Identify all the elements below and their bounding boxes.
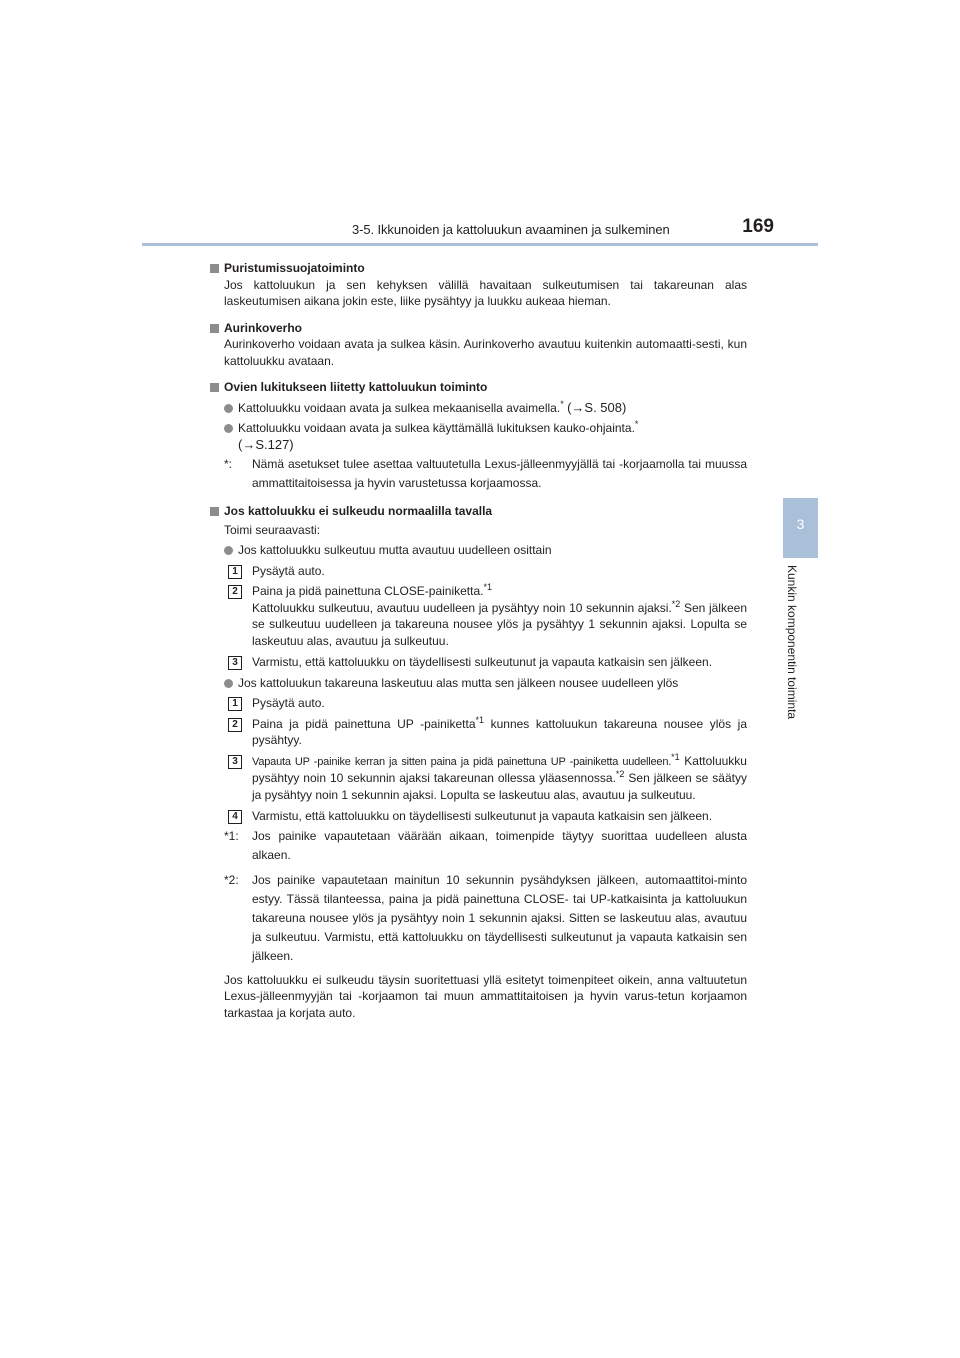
- footnote-text: Jos painike vapautetaan mainitun 10 sekunnin pysähdyksen jälkeen, automaattitoi-minto estyy. Tässä tilanteessa, paina ja pidä painettuna CLOSE- tai UP-katkaisinta ja kattoluukun takareuna nousee ylös ja pysähtyy noin 1 sekunnin ajaksi. Sitten se laskeutuu alas, avautuu ja sulkeutuu. Varmistu, että kattoluukku on täydellisesti sulkeutunut ja vapauta katkaisin sen jälkeen.: [252, 872, 747, 963]
- step-text: Paina ja pidä painettuna UP -painiketta: [252, 716, 476, 731]
- footnote-mark: *1:: [224, 828, 239, 843]
- footnote-ref: *1: [475, 714, 485, 725]
- bullet-text: Jos kattoluukku sulkeutuu mutta avautuu uudelleen osittain: [238, 543, 552, 557]
- list-item: [210, 400, 747, 417]
- chapter-tab-number: 3: [796, 516, 805, 532]
- paragraph: Jos kattoluukku ei sulkeudu täysin suoritettuasi yllä esitetyt toimenpiteet oikein, anna valtuutetun Lexus-jälleenmyyjän tai -korjaamon tai muun ammattitaitoisen ja hyvin varus-tetun korjaamon tarkastaa ja korjata auto.: [224, 972, 747, 1020]
- heading-text: Ovien lukitukseen liitetty kattoluukun toiminto: [224, 380, 488, 394]
- chapter-title: 3-5. Ikkunoiden ja kattoluukun avaaminen ja sulkeminen: [352, 222, 670, 237]
- square-bullet-icon: [210, 383, 219, 392]
- list-item: [210, 542, 747, 559]
- step-number: 2: [228, 718, 242, 732]
- footnote: [210, 455, 747, 493]
- heading-text: Aurinkoverho: [224, 320, 303, 335]
- footnote-ref: *: [560, 398, 564, 409]
- section-heading: [210, 379, 747, 396]
- step-text: Vapauta UP -painike kerran ja sitten paina ja pidä painettuna UP -painiketta uudelleen.: [252, 755, 672, 768]
- bullet-text: Jos kattoluukun takareuna laskeutuu alas mutta sen jälkeen nousee uudelleen ylös: [238, 675, 679, 690]
- step-item: [210, 583, 747, 649]
- step-text: Varmistu, että kattoluukku on täydellisesti sulkeutunut ja vapauta katkaisin sen jälkeen.: [252, 809, 713, 823]
- step-text: Sen jälkeen se säätyy ja pysähtyy noin 1 sekunnin ajaksi. Lopulta se laskeutuu alas, avautuu ja sulkeutuu.: [252, 771, 747, 802]
- footnote: [210, 827, 747, 865]
- section-heading: [210, 260, 747, 277]
- step-text: Paina ja pidä painettuna CLOSE-painiketta.: [252, 584, 484, 598]
- step-number: 1: [228, 565, 242, 579]
- step-number: 3: [228, 755, 242, 769]
- footnote-ref: *2: [671, 598, 681, 609]
- footnote-ref: *2: [615, 769, 625, 779]
- page-reference: (→S.127): [238, 436, 294, 452]
- step-text: Varmistu, että kattoluukku on täydellisesti sulkeutunut ja vapauta katkaisin sen jälkeen.: [252, 655, 713, 669]
- list-item: [210, 420, 747, 453]
- step-text: Pysäytä auto.: [252, 696, 325, 710]
- bullet-text: Kattoluukku voidaan avata ja sulkea mekaanisella avaimella.: [238, 400, 561, 415]
- heading-text: Puristumissuojatoiminto: [224, 261, 365, 275]
- step-text: Sen jälkeen se sulkeutuu uudelleen ja takareuna nousee ylös ja pysähtyy 1 sekunnin ajaksi. Lopulta se laskeutuu alas, avautuu ja sulkeutuu.: [252, 600, 747, 648]
- step-item: [210, 654, 747, 671]
- paragraph: Aurinkoverho voidaan avata ja sulkea käsin. Aurinkoverho avautuu kuitenkin automaatti-sesti, kun kattoluukku avataan.: [224, 337, 747, 368]
- round-bullet-icon: [224, 679, 233, 688]
- footnote-ref: *1: [671, 751, 680, 762]
- step-item: [210, 753, 747, 804]
- step-item: [210, 808, 747, 825]
- heading-text: Jos kattoluukku ei sulkeudu normaalilla tavalla: [224, 504, 493, 518]
- list-item: [210, 675, 747, 692]
- step-text: Pysäytä auto.: [252, 563, 325, 578]
- step-item: [210, 716, 747, 749]
- page-header: [352, 216, 776, 244]
- step-text: kunnes kattoluukun takareuna nousee ylös ja pysähtyy.: [252, 716, 747, 747]
- header-rule: [142, 243, 818, 246]
- footnote-text: Nämä asetukset tulee asettaa valtuutetulla Lexus-jälleenmyyjällä tai -korjaamolla tai muussa ammattitaitoisessa ja hyvin varustetussa korjaamossa.: [252, 457, 747, 490]
- footnote-mark: *2:: [224, 872, 239, 887]
- section-heading: [210, 320, 747, 337]
- footnote-ref: *1: [483, 582, 493, 592]
- step-item: [210, 563, 747, 580]
- footnote-ref: *: [634, 419, 639, 429]
- page-body: [210, 255, 747, 1021]
- footnote-text: Jos painike vapautetaan väärään aikaan, toimenpide täytyy suorittaa uudelleen alusta alkaen.: [252, 828, 747, 862]
- page-reference: (→S. 508): [567, 399, 627, 415]
- step-number: 1: [228, 697, 242, 711]
- chapter-side-label: [785, 565, 805, 755]
- footnote-mark: *:: [224, 457, 233, 471]
- side-label-text: Kunkin komponentin toiminta: [785, 565, 799, 720]
- paragraph: Toimi seuraavasti:: [224, 522, 321, 537]
- step-number: 3: [228, 656, 242, 670]
- bullet-text: Kattoluukku voidaan avata ja sulkea käyttämällä lukituksen kauko-ohjainta.: [238, 421, 635, 435]
- step-item: [210, 695, 747, 712]
- step-text: Kattoluukku sulkeutuu, avautuu uudelleen ja pysähtyy noin 10 sekunnin ajaksi.: [252, 600, 672, 615]
- round-bullet-icon: [224, 424, 233, 433]
- round-bullet-icon: [224, 404, 233, 413]
- round-bullet-icon: [224, 546, 233, 555]
- square-bullet-icon: [210, 507, 219, 516]
- square-bullet-icon: [210, 324, 219, 333]
- section-heading: [210, 503, 747, 520]
- step-text: Kattoluukku pysähtyy noin 10 sekunnin ajaksi takareunan ollessa yläasennossa.: [252, 753, 747, 785]
- step-number: 2: [228, 585, 242, 599]
- page-number: 169: [742, 216, 774, 237]
- square-bullet-icon: [210, 264, 219, 273]
- step-number: 4: [228, 810, 242, 824]
- footnote: [210, 871, 747, 966]
- paragraph: Jos kattoluukun ja sen kehyksen välillä havaitaan sulkeutumisen tai takareunan alas laskeutumisen aikana jokin este, liike pysähtyy ja luukku aukeaa hieman.: [224, 277, 747, 308]
